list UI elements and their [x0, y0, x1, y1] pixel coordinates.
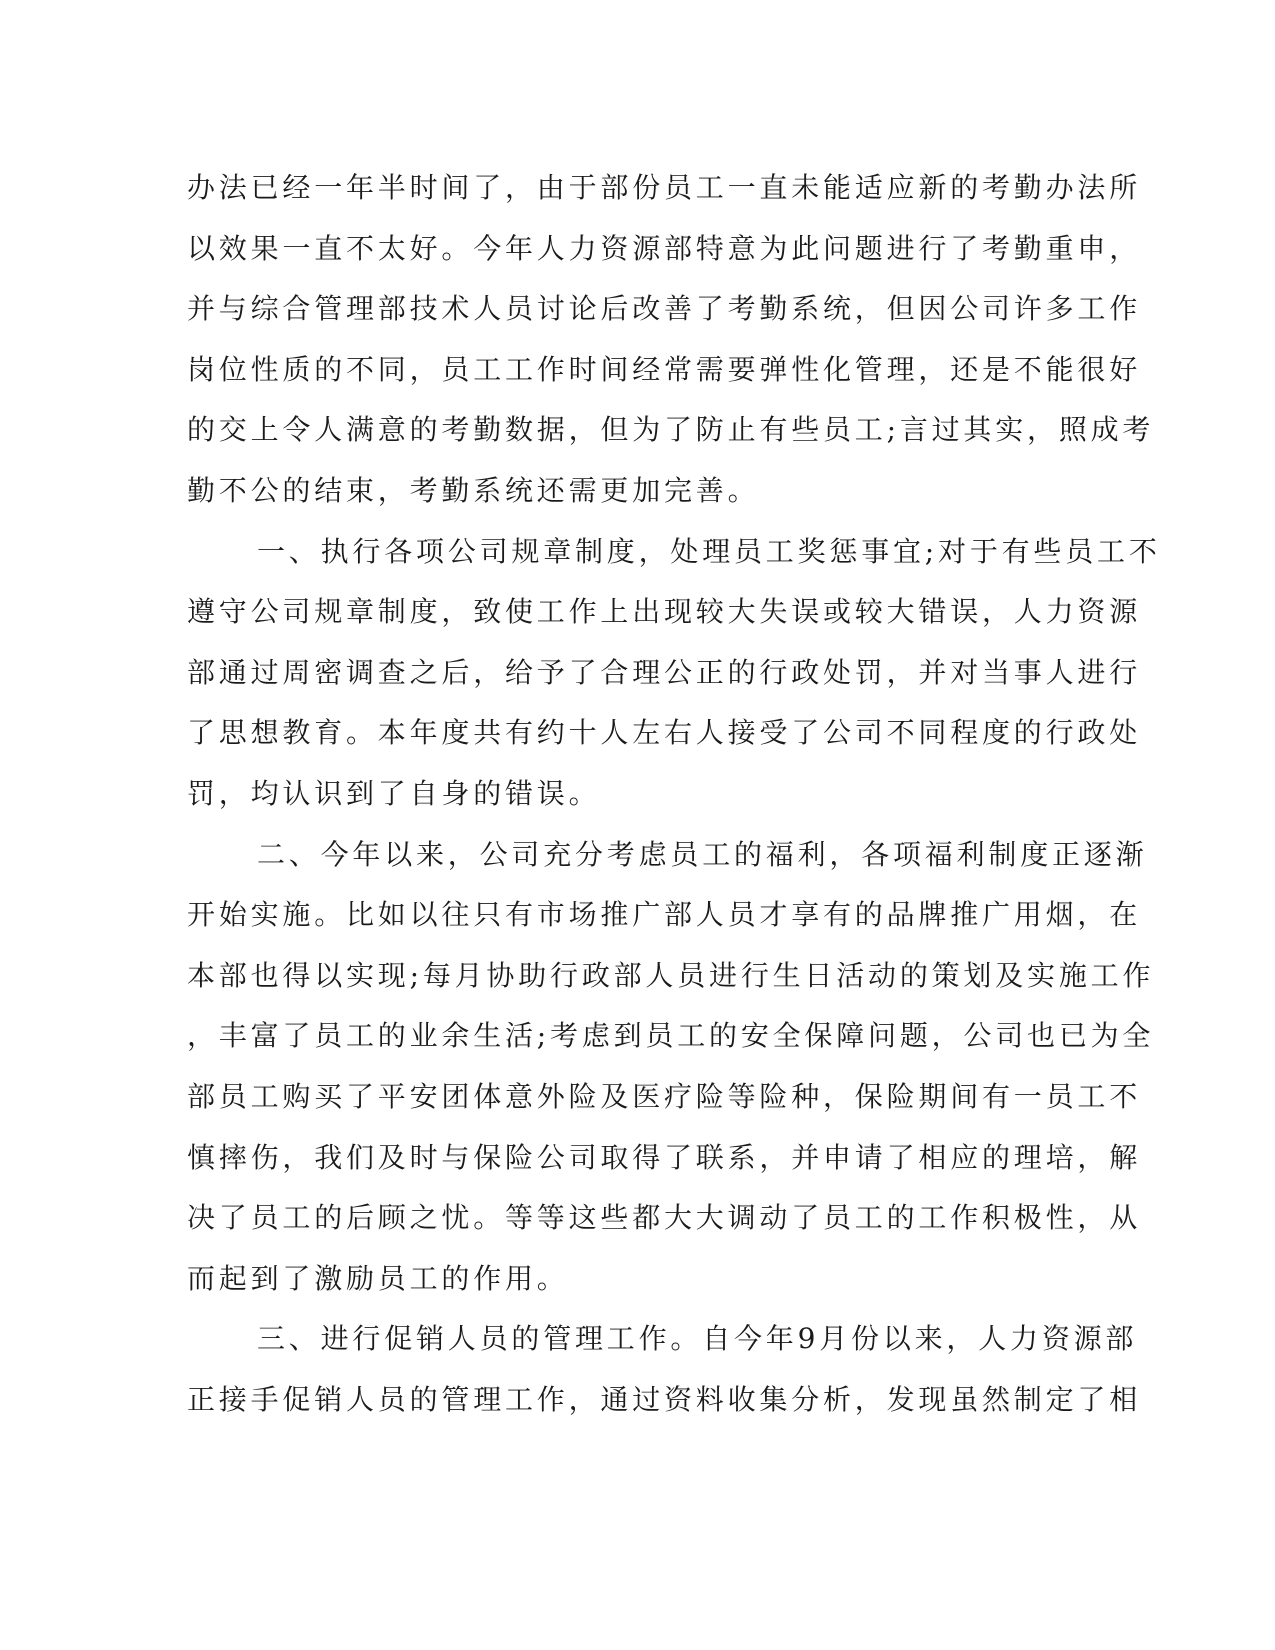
text-line: 开始实施。比如以往只有市场推广部人员才享有的品牌推广用烟，在: [187, 898, 1142, 932]
text-line: 了思想教育。本年度共有约十人左右人接受了公司不同程度的行政处: [187, 716, 1142, 750]
text-line: 并与综合管理部技术人员讨论后改善了考勤系统，但因公司许多工作: [187, 292, 1142, 326]
text-line: 遵守公司规章制度，致使工作上出现较大失误或较大错误，人力资源: [187, 595, 1142, 629]
text-line: 罚，均认识到了自身的错误。: [187, 776, 601, 810]
text-line: 岗位性质的不同，员工工作时间经常需要弹性化管理，还是不能很好: [187, 352, 1142, 386]
paragraph-start-line: 二、今年以来，公司充分考虑员工的福利，各项福利制度正逐渐: [257, 837, 1148, 871]
text-line: 勤不公的结束，考勤系统还需更加完善。: [187, 473, 760, 507]
text-line: 部通过周密调查之后，给予了合理公正的行政处罚，并对当事人进行: [187, 655, 1142, 689]
text-line: 慎摔伤，我们及时与保险公司取得了联系，并申请了相应的理培，解: [187, 1140, 1142, 1174]
text-line: 部员工购买了平安团体意外险及医疗险等险种，保险期间有一员工不: [187, 1079, 1142, 1113]
paragraph-start-line: 三、进行促销人员的管理工作。自今年9月份以来，人力资源部: [257, 1322, 1138, 1356]
text-line: 而起到了激励员工的作用。: [187, 1261, 569, 1295]
text-line: 本部也得以实现;每月协助行政部人员进行生日活动的策划及实施工作: [187, 958, 1155, 992]
text-line: ，丰富了员工的业余生活;考虑到员工的安全保障问题，公司也已为全: [187, 1019, 1155, 1053]
text-line: 的交上令人满意的考勤数据，但为了防止有些员工;言过其实，照成考: [187, 413, 1155, 447]
text-line: 正接手促销人员的管理工作，通过资料收集分析，发现虽然制定了相: [187, 1382, 1142, 1416]
text-line: 以效果一直不太好。今年人力资源部特意为此问题进行了考勤重申，: [187, 231, 1142, 265]
body-text: [187, 158, 1161, 1430]
text-line: 决了员工的后顾之忧。等等这些都大大调动了员工的工作积极性，从: [187, 1201, 1142, 1235]
text-line: 办法已经一年半时间了，由于部份员工一直未能适应新的考勤办法所: [187, 171, 1142, 204]
paragraph-start-line: 一、执行各项公司规章制度，处理员工奖惩事宜;对于有些员工不: [257, 534, 1161, 568]
